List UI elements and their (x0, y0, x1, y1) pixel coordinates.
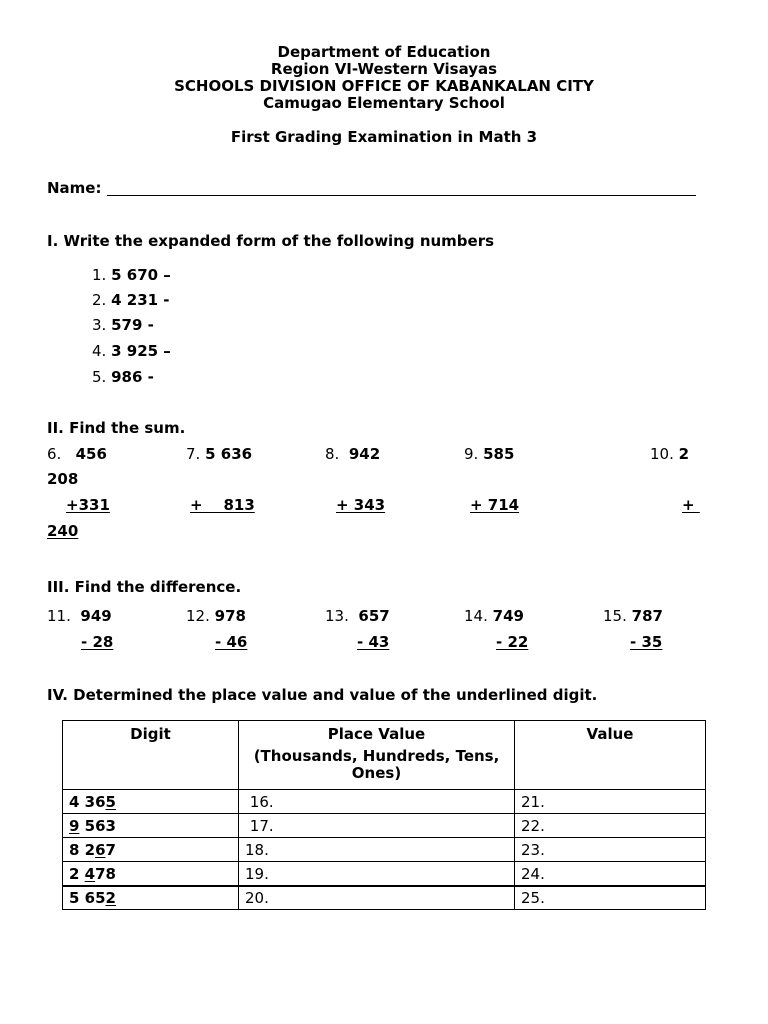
header-division: SCHOOLS DIVISION OFFICE OF KABANKALAN CITY (174, 77, 594, 95)
list-item: 2. 4 231 - (92, 291, 170, 309)
diff-problem-11: 11. 949 (47, 607, 112, 625)
table-row (63, 814, 706, 838)
diff-subtrahend-14: - 22 (496, 633, 529, 651)
table-row (63, 790, 706, 814)
header-value: Value (515, 721, 706, 790)
sum-problem-7: 7. 5 636 (186, 445, 253, 463)
sum-addend-9: + 714 (470, 496, 520, 514)
diff-subtrahend-12: - 46 (215, 633, 248, 651)
table-row (63, 862, 706, 887)
place-value-table (62, 720, 706, 910)
diff-problem-13: 13. 657 (325, 607, 390, 625)
diff-subtrahend-13: - 43 (357, 633, 390, 651)
sum-problem-9: 9. 585 (464, 445, 515, 463)
place-value-answer[interactable]: 17. (239, 814, 515, 838)
place-value-answer[interactable]: 20. (239, 886, 515, 910)
header-digit: Digit (63, 721, 239, 790)
sum-addend-8: + 343 (336, 496, 386, 514)
list-item: 5. 986 - (92, 368, 154, 386)
list-item: 1. 5 670 – (92, 266, 171, 284)
diff-subtrahend-11: - 28 (81, 633, 114, 651)
digit-cell: 4 365 (63, 790, 239, 814)
header-place-value-label: Place Value (327, 725, 426, 743)
diff-problem-15: 15. 787 (603, 607, 663, 625)
sum-addend-10-wrap: 240 (47, 522, 79, 540)
table-row (63, 886, 706, 910)
sum-problem-10-wrap: 208 (47, 470, 79, 488)
sum-addend-7: + 813 (190, 496, 255, 514)
sum-problem-10: 10. 2 (650, 445, 690, 463)
place-value-answer[interactable]: 19. (239, 862, 515, 887)
part3-title: III. Find the difference. (47, 578, 242, 596)
digit-cell: 2 478 (63, 862, 239, 887)
part1-title: I. Write the expanded form of the following numbers (47, 232, 495, 250)
sum-addend-6: +331 (66, 496, 110, 514)
place-value-answer[interactable]: 18. (239, 838, 515, 862)
part4-title: IV. Determined the place value and value of the underlined digit. (47, 686, 598, 704)
table-header-row (63, 721, 706, 790)
diff-subtrahend-15: - 35 (630, 633, 663, 651)
header-place-value-sub: (Thousands, Hundreds, Tens, Ones) (253, 747, 500, 782)
place-value-answer[interactable]: 16. (239, 790, 515, 814)
diff-problem-14: 14. 749 (464, 607, 524, 625)
header-department: Department of Education (277, 43, 491, 61)
sum-problem-8: 8. 942 (325, 445, 381, 463)
part2-title: II. Find the sum. (47, 419, 186, 437)
exam-title: First Grading Examination in Math 3 (230, 128, 538, 146)
digit-cell: 9 563 (63, 814, 239, 838)
value-answer[interactable]: 21. (515, 790, 706, 814)
digit-cell: 5 652 (63, 886, 239, 910)
value-answer[interactable]: 24. (515, 862, 706, 887)
sum-addend-10: + (682, 496, 700, 514)
list-item: 3. 579 - (92, 316, 154, 334)
table-row (63, 838, 706, 862)
header-place-value (239, 721, 515, 790)
sum-problem-6: 6. 456 (47, 445, 107, 463)
value-answer[interactable]: 25. (515, 886, 706, 910)
name-label: Name: (47, 179, 102, 197)
value-answer[interactable]: 22. (515, 814, 706, 838)
value-answer[interactable]: 23. (515, 838, 706, 862)
digit-cell: 8 267 (63, 838, 239, 862)
diff-problem-12: 12. 978 (186, 607, 246, 625)
list-item: 4. 3 925 – (92, 342, 171, 360)
header-school: Camugao Elementary School (263, 94, 505, 112)
header-region: Region VI-Western Visayas (270, 60, 498, 78)
name-blank[interactable] (107, 195, 696, 196)
